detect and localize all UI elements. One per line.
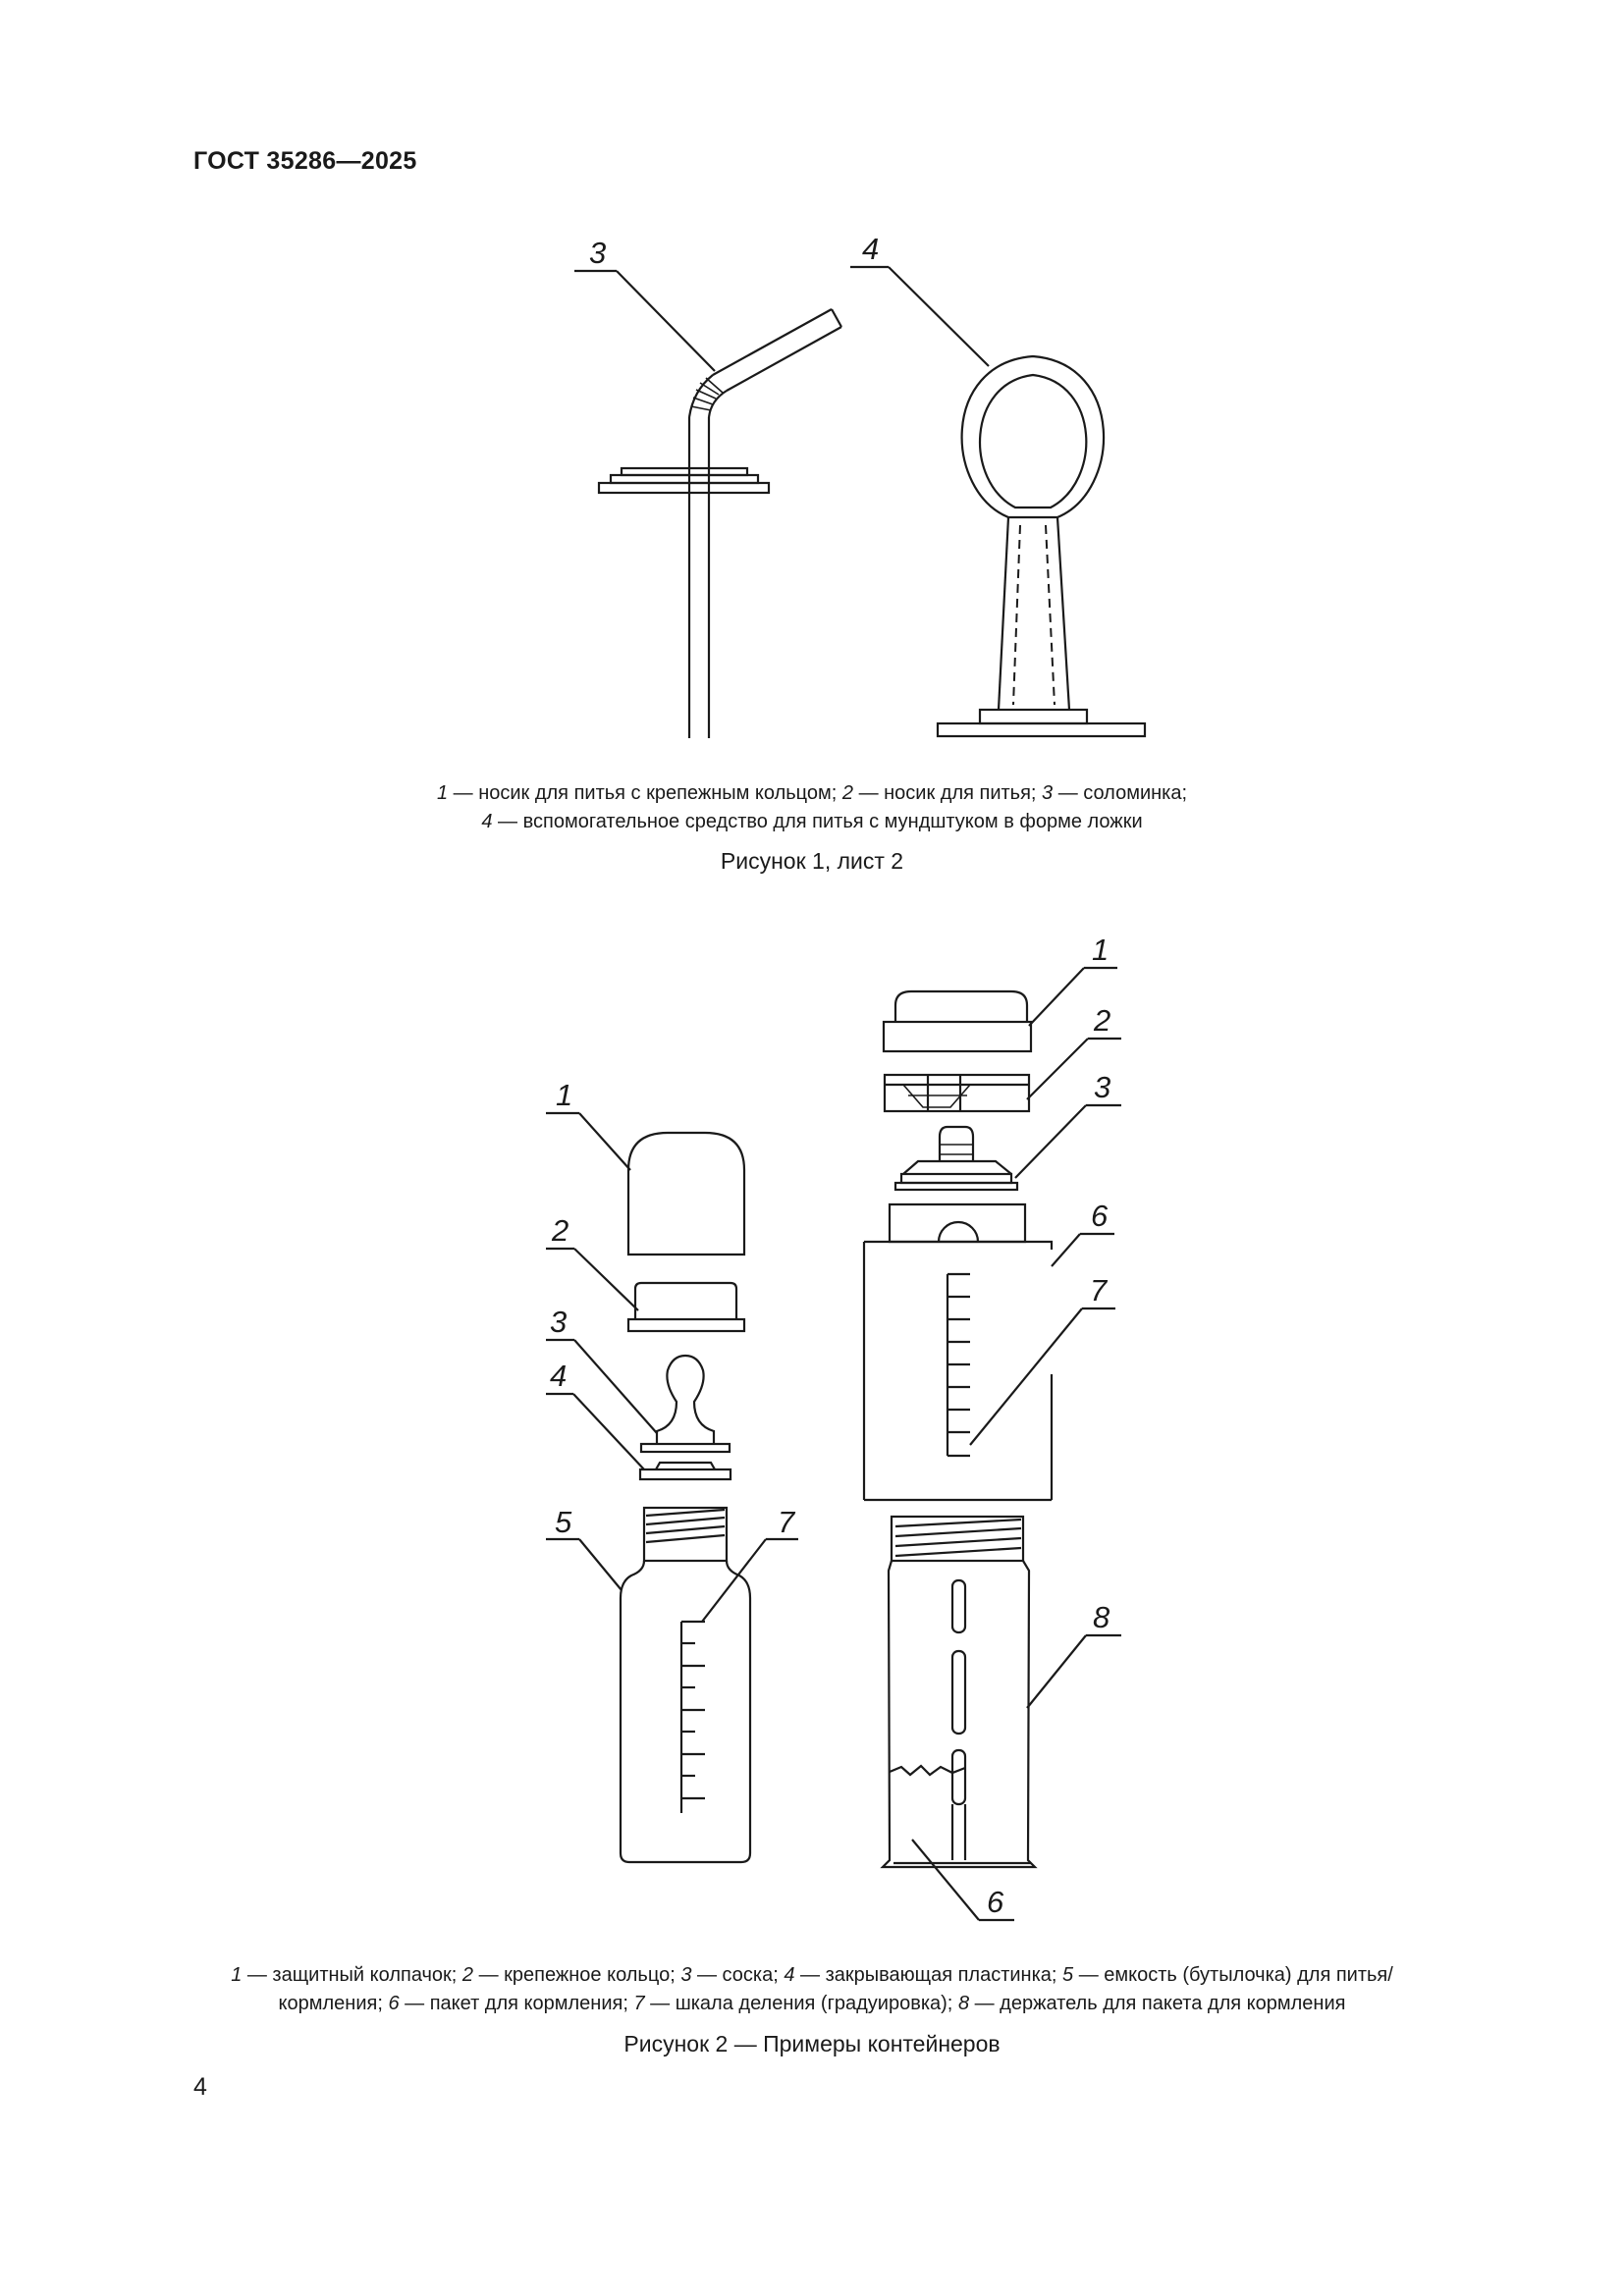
bag-system-drawing (864, 933, 1121, 1920)
callout-1-right: 1 (1092, 933, 1110, 967)
callout-5-left: 5 (555, 1505, 572, 1539)
figure-2-caption: Рисунок 2 — Примеры контейнеров (623, 2031, 1001, 2056)
callout-7-left: 7 (778, 1505, 795, 1539)
callout-6-bottom: 6 (987, 1885, 1004, 1919)
legend-line: кормления; 6 — пакет для кормления; 7 — шкала деления (градуировка); 8 — держатель для пакета для кормления (278, 1993, 1346, 2014)
callout-8-right: 8 (1093, 1600, 1110, 1634)
legend-line: 1 — носик для питья с крепежным кольцом; 2 — носик для питья; 3 — соломинка; (436, 782, 1188, 804)
figure-2-legend (0, 1961, 1624, 2018)
figure-1-caption: Рисунок 1, лист 2 (720, 848, 904, 874)
callout-3-right: 3 (1094, 1070, 1111, 1104)
legend-line: 1 — защитный колпачок; 2 — крепежное кольцо; 3 — соска; 4 — закрывающая пластинка; 5 — емкость (бутылочка) для питья/ (231, 1964, 1393, 1986)
document-header: ГОСТ 35286—2025 (193, 147, 417, 175)
callout-3-left: 3 (550, 1305, 568, 1339)
callout-4: 4 (862, 232, 880, 266)
callout-4-left: 4 (550, 1359, 568, 1393)
bottle-drawing (546, 1078, 798, 1862)
callout-6-right: 6 (1091, 1199, 1109, 1233)
callout-2-left: 2 (552, 1213, 569, 1248)
callout-2-right: 2 (1094, 1003, 1111, 1038)
callout-3: 3 (589, 236, 607, 270)
callout-7-right: 7 (1090, 1273, 1108, 1308)
legend-line: 4 — вспомогательное средство для питья с мундштуком в форме ложки (481, 811, 1143, 832)
callout-1-left: 1 (556, 1078, 573, 1112)
page-number: 4 (193, 2073, 207, 2101)
